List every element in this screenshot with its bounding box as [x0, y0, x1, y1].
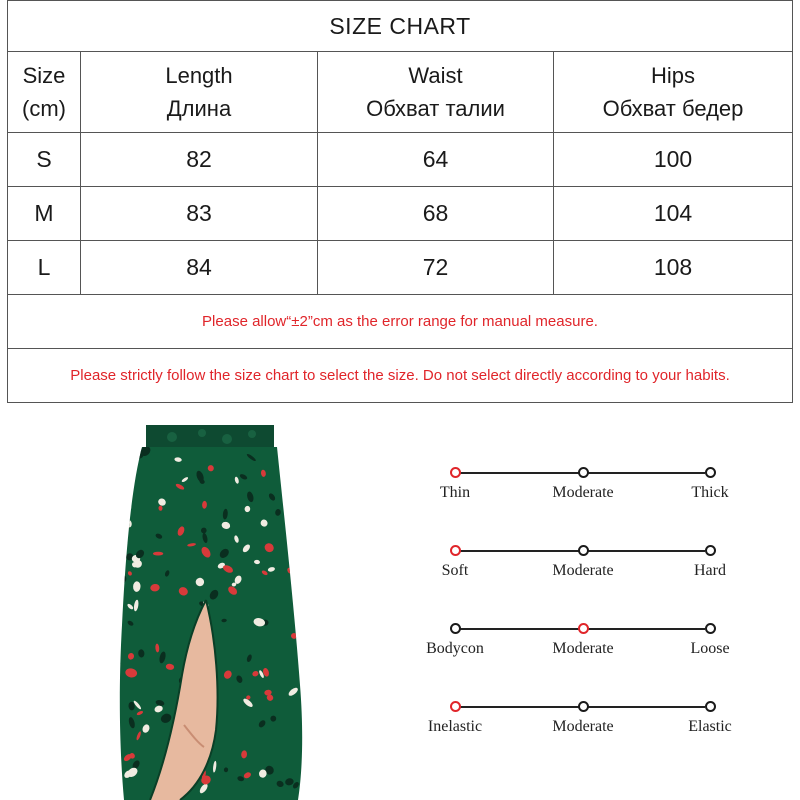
scale-label: Inelastic	[427, 718, 483, 735]
scale-label: Thin	[439, 484, 471, 501]
size-selection-note: Please strictly follow the size chart to select the size. Do not select directly according to your habits.	[8, 349, 793, 403]
error-range-note: Please allow“±2”cm as the error range for manual measure.	[8, 295, 793, 349]
scale-label: Hard	[694, 562, 726, 579]
waist-cell: 68	[318, 187, 554, 241]
scale-dot	[705, 545, 716, 556]
header-hips: Hips Обхват бедер	[554, 52, 793, 133]
size-chart-title: SIZE CHART	[8, 1, 793, 52]
size-cell: S	[8, 133, 81, 187]
length-cell: 84	[81, 241, 318, 295]
scale-label: Bodycon	[426, 640, 484, 657]
table-row	[8, 133, 793, 187]
scale-label: Elastic	[688, 718, 732, 735]
waist-cell: 72	[318, 241, 554, 295]
header-waist: Waist Обхват талии	[318, 52, 554, 133]
scale-label: Loose	[690, 640, 730, 657]
header-length: Length Длина	[81, 52, 318, 133]
waist-cell: 64	[318, 133, 554, 187]
scale-label: Thick	[691, 484, 729, 501]
scale-dot-selected	[578, 623, 589, 634]
hips-cell: 100	[554, 133, 793, 187]
length-cell: 82	[81, 133, 318, 187]
scale-dot	[450, 623, 461, 634]
table-row	[8, 187, 793, 241]
scale-dot	[705, 467, 716, 478]
table-row	[8, 241, 793, 295]
hips-cell: 104	[554, 187, 793, 241]
fabric-scale-row	[420, 701, 740, 751]
scale-dot-selected	[450, 701, 461, 712]
scale-dot	[705, 701, 716, 712]
header-size: Size (cm)	[8, 52, 81, 133]
scale-dot	[578, 467, 589, 478]
hips-cell: 108	[554, 241, 793, 295]
scale-label: Soft	[441, 562, 469, 579]
scale-label: Moderate	[552, 640, 614, 657]
fabric-scale-row	[420, 545, 740, 595]
scale-dot	[578, 545, 589, 556]
size-cell: M	[8, 187, 81, 241]
scale-dot-selected	[450, 545, 461, 556]
scale-label: Moderate	[552, 562, 614, 579]
skirt-photo	[112, 425, 312, 800]
fabric-scale-row	[420, 623, 740, 673]
size-cell: L	[8, 241, 81, 295]
scale-dot	[705, 623, 716, 634]
scale-label: Moderate	[552, 484, 614, 501]
scale-dot-selected	[450, 467, 461, 478]
scale-label: Moderate	[552, 718, 614, 735]
scale-dot	[578, 701, 589, 712]
size-chart-table	[7, 0, 793, 403]
length-cell: 83	[81, 187, 318, 241]
fabric-scale-row	[420, 467, 740, 517]
